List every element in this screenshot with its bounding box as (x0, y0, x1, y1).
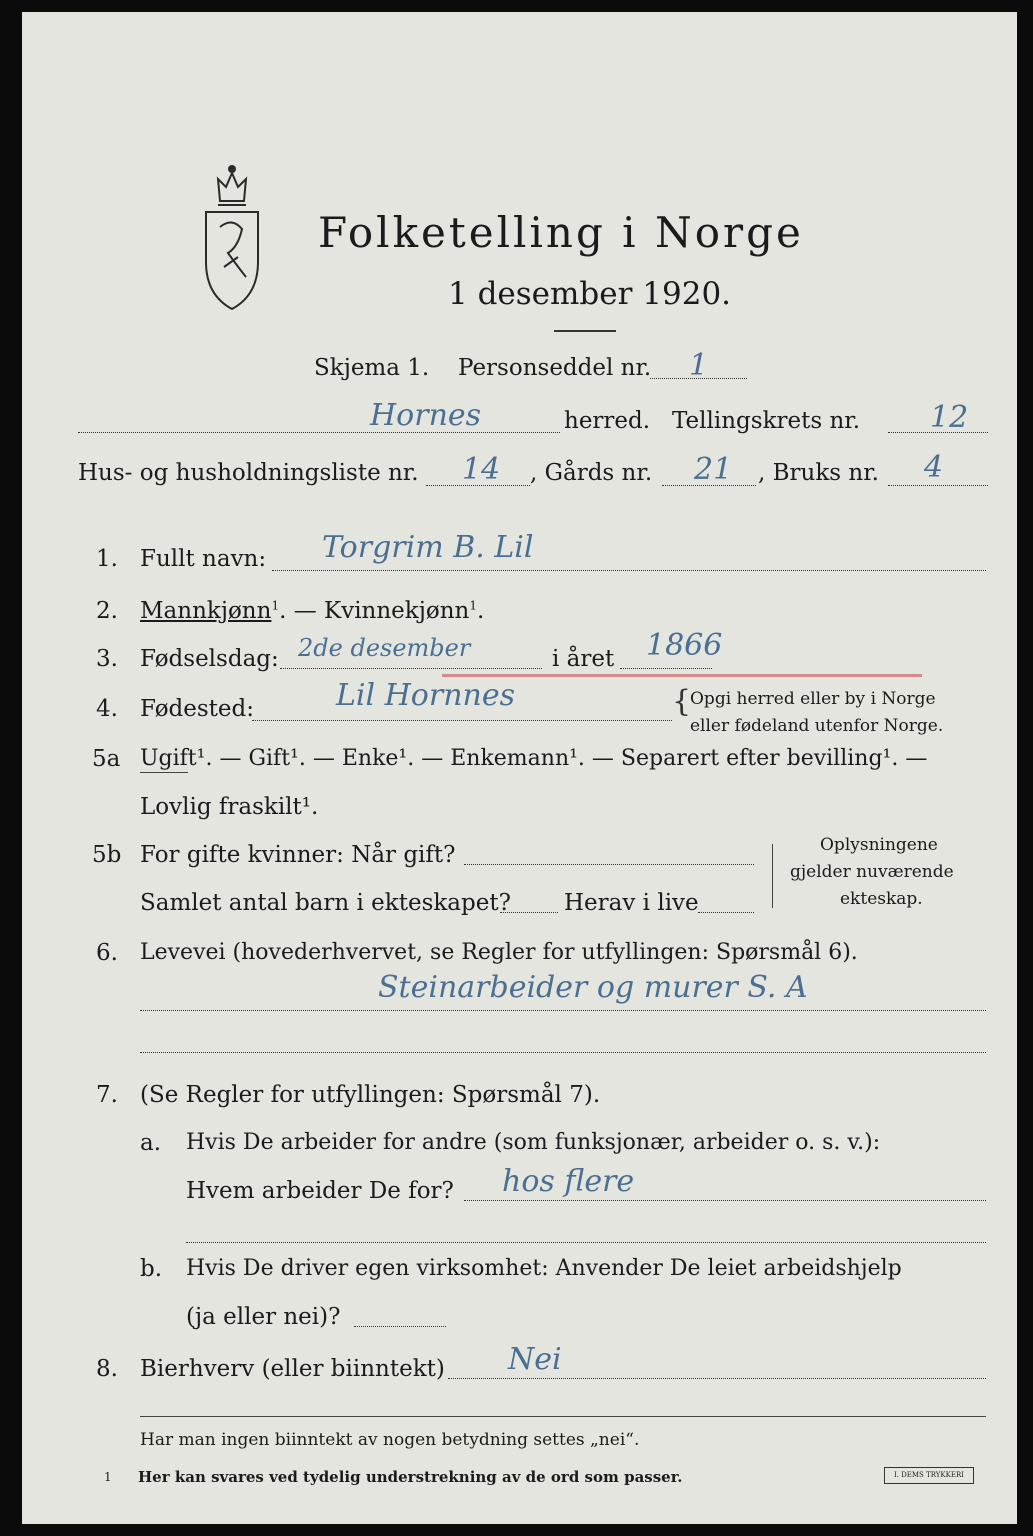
gards-value: 21 (694, 452, 733, 487)
herred-line (78, 432, 560, 433)
q1-value: Torgrim B. Lil (322, 530, 534, 565)
census-date: 1 desember 1920. (448, 276, 732, 312)
footnote-text: Her kan svares ved tydelig understrekning av de ord som passer. (138, 1468, 683, 1486)
husliste-label: Hus- og husholdningsliste nr. (78, 460, 419, 486)
q8-label: Bierhverv (eller biinntekt) (140, 1356, 445, 1382)
q3-label: Fødselsdag: (140, 646, 279, 672)
q5b-note-line3: ekteskap. (840, 889, 923, 909)
q7-label: (Se Regler for utfyllingen: Spørsmål 7). (140, 1082, 601, 1108)
q5a-options: Ugift¹. — Gift¹. — Enke¹. — Enkemann¹. — Separert efter bevilling¹. — (140, 746, 928, 771)
q6-number: 6. (96, 940, 118, 966)
q4-note-line1: Opgi herred eller by i Norge (690, 689, 936, 709)
census-form-page (22, 12, 1017, 1524)
q3-year-label: i året (552, 646, 615, 672)
q3-year-line (620, 668, 712, 669)
bruks-label: , Bruks nr. (758, 460, 879, 486)
q4-number: 4. (96, 696, 118, 722)
q1-label: Fullt navn: (140, 546, 267, 572)
q7b-text: Hvis De driver egen virksomhet: Anvender De leiet arbeidshjelp (186, 1256, 902, 1281)
q7b-letter: b. (140, 1256, 163, 1282)
q6-line2 (140, 1052, 986, 1053)
q3-day-value: 2de desember (298, 634, 471, 662)
q8-line (448, 1378, 986, 1379)
q7b-line (354, 1326, 446, 1327)
footer-note: Har man ingen biinntekt av nogen betydning settes „nei“. (140, 1430, 640, 1450)
q5b-note-line1: Oplysningene (820, 835, 938, 855)
personseddel-label: Personseddel nr. (458, 355, 652, 381)
q7a-question: Hvem arbeider De for? (186, 1178, 454, 1204)
q6-label: Levevei (hovederhvervet, se Regler for utfyllingen: Spørsmål 6). (140, 940, 858, 965)
coat-of-arms-icon (198, 157, 266, 317)
q7a-letter: a. (140, 1130, 162, 1156)
q3-year-value: 1866 (646, 628, 723, 663)
tellingskrets-value: 12 (930, 400, 969, 435)
herred-value: Hornes (370, 398, 482, 433)
q7a-text: Hvis De arbeider for andre (som funksjonær, arbeider o. s. v.): (186, 1130, 881, 1155)
bruks-value: 4 (924, 450, 944, 485)
personseddel-value: 1 (689, 348, 709, 383)
q7a-line2 (186, 1242, 986, 1243)
q7-number: 7. (96, 1082, 118, 1108)
q5b-brace (772, 844, 773, 908)
q6-line1 (140, 1010, 986, 1011)
q5b-number: 5b (92, 842, 122, 868)
q5b-married-line (464, 864, 754, 865)
q1-number: 1. (96, 546, 118, 572)
q3-day-line (280, 668, 542, 669)
q4-label: Fødested: (140, 696, 255, 722)
q5a-number: 5a (92, 746, 121, 772)
q5b-label-alive: Herav i live (564, 890, 699, 916)
q5a-options-line2: Lovlig fraskilt¹. (140, 794, 319, 820)
q4-brace: { (672, 684, 692, 719)
q2-number: 2. (96, 598, 118, 624)
q4-value: Lil Hornnes (336, 678, 516, 713)
q2-sep: . — (279, 598, 325, 624)
red-pencil-mark (442, 674, 922, 677)
skjema-label: Skjema 1. (314, 355, 430, 381)
q3-number: 3. (96, 646, 118, 672)
q5b-alive-line (698, 912, 754, 913)
title-rule (554, 330, 616, 332)
q5b-label-children: Samlet antal barn i ekteskapet? (140, 890, 511, 916)
q2-options: Mannkjønn$^1$. — Kvinnekjønn$^1$. (140, 598, 485, 624)
q2-female: Kvinnekjønn (324, 598, 470, 624)
form-title: Folketelling i Norge (318, 208, 804, 257)
gards-label: , Gårds nr. (530, 460, 653, 486)
husliste-value: 14 (462, 452, 501, 487)
q5b-children-line (500, 912, 558, 913)
q5b-note-line2: gjelder nuværende (790, 862, 954, 882)
q7a-value: hos flere (502, 1164, 635, 1199)
q2-male: Mannkjønn (140, 598, 272, 624)
q7a-line1 (464, 1200, 986, 1201)
q8-value: Nei (508, 1342, 562, 1377)
tellingskrets-label: Tellingskrets nr. (672, 408, 861, 434)
q6-value: Steinarbeider og murer S. A (378, 970, 808, 1005)
q1-line (272, 570, 986, 571)
q4-note-line2: eller fødeland utenfor Norge. (690, 716, 944, 736)
q7b-question: (ja eller nei)? (186, 1304, 341, 1330)
q8-number: 8. (96, 1356, 118, 1382)
footnote-mark: 1 (104, 1470, 112, 1484)
q5b-label-married: For gifte kvinner: Når gift? (140, 842, 456, 868)
herred-label: herred. (564, 408, 651, 434)
footer-rule (140, 1416, 986, 1417)
q5a-ugift-underline (140, 772, 188, 773)
printer-mark: I. DEMS TRYKKERI (884, 1467, 974, 1484)
q2-end: . (476, 598, 485, 624)
q4-line (252, 720, 672, 721)
bruks-line (888, 485, 988, 486)
